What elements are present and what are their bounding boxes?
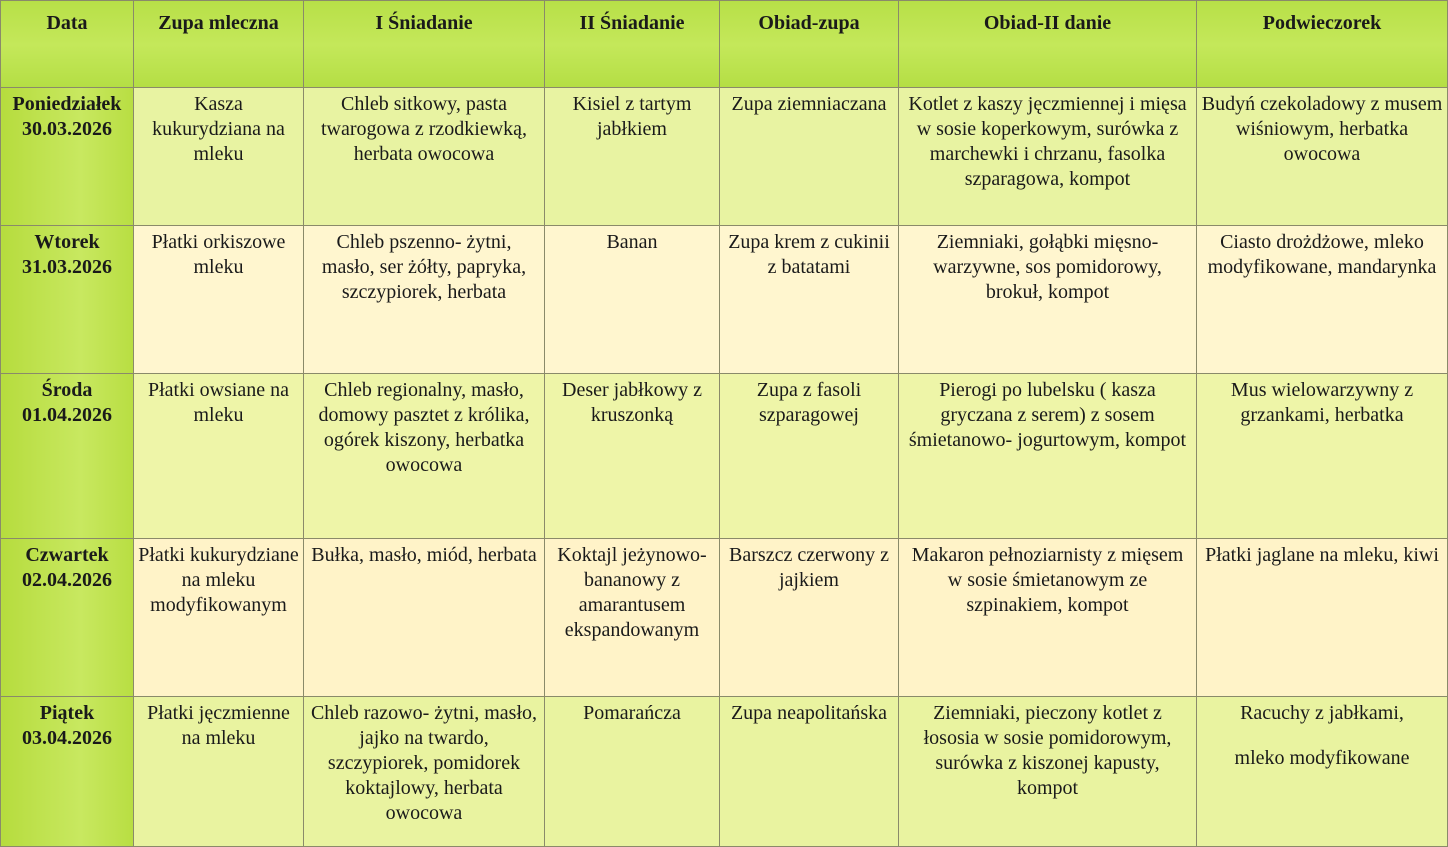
header-zupa-mleczna: Zupa mleczna: [134, 1, 304, 88]
cell-obiad-zupa: Zupa neapolitańska: [720, 697, 899, 847]
table-row-thursday: [1, 539, 1448, 697]
table-row-tuesday: [1, 226, 1448, 374]
header-ii-sniadanie: II Śniadanie: [545, 1, 720, 88]
day-date: 03.04.2026: [22, 727, 112, 749]
cell-ii-sniadanie: Pomarańcza: [545, 697, 720, 847]
day-cell: [1, 88, 134, 226]
cell-i-sniadanie: Chleb pszenno- żytni, masło, ser żółty, papryka, szczypiorek, herbata: [304, 226, 545, 374]
cell-obiad-ii-danie: Makaron pełnoziarnisty z mięsem w sosie śmietanowym ze szpinakiem, kompot: [899, 539, 1197, 697]
cell-obiad-zupa: Zupa krem z cukinii z batatami: [720, 226, 899, 374]
cell-obiad-ii-danie: Ziemniaki, pieczony kotlet z łososia w sosie pomidorowym, surówka z kiszonej kapusty, kompot: [899, 697, 1197, 847]
cell-podwieczorek: Ciasto drożdżowe, mleko modyfikowane, mandarynka: [1197, 226, 1448, 374]
cell-obiad-ii-danie: Ziemniaki, gołąbki mięsno-warzywne, sos pomidorowy, brokuł, kompot: [899, 226, 1197, 374]
cell-obiad-zupa: Zupa ziemniaczana: [720, 88, 899, 226]
cell-zupa-mleczna: Płatki owsiane na mleku: [134, 374, 304, 539]
header-obiad-ii-danie: Obiad-II danie: [899, 1, 1197, 88]
cell-podwieczorek: Mus wielowarzywny z grzankami, herbatka: [1197, 374, 1448, 539]
cell-zupa-mleczna: Płatki jęczmienne na mleku: [134, 697, 304, 847]
cell-ii-sniadanie: Banan: [545, 226, 720, 374]
cell-ii-sniadanie: Kisiel z tartym jabłkiem: [545, 88, 720, 226]
day-date: 02.04.2026: [22, 569, 112, 591]
cell-obiad-zupa: Zupa z fasoli szparagowej: [720, 374, 899, 539]
cell-obiad-zupa: Barszcz czerwony z jajkiem: [720, 539, 899, 697]
cell-obiad-ii-danie: Pierogi po lubelsku ( kasza gryczana z serem) z sosem śmietanowo- jogurtowym, kompot: [899, 374, 1197, 539]
cell-podwieczorek: Budyń czekoladowy z musem wiśniowym, herbatka owocowa: [1197, 88, 1448, 226]
day-name: Wtorek: [34, 231, 100, 253]
day-name: Piątek: [39, 702, 95, 724]
cell-ii-sniadanie: Koktajl jeżynowo-bananowy z amarantusem ekspandowanym: [545, 539, 720, 697]
day-cell: [1, 226, 134, 374]
podwieczorek-line-1: Racuchy z jabłkami,: [1240, 702, 1404, 724]
day-cell: [1, 697, 134, 847]
day-cell: [1, 539, 134, 697]
table-row-monday: [1, 88, 1448, 226]
cell-zupa-mleczna: Kasza kukurydziana na mleku: [134, 88, 304, 226]
day-date: 30.03.2026: [22, 118, 112, 140]
header-podwieczorek: Podwieczorek: [1197, 1, 1448, 88]
cell-i-sniadanie: Chleb regionalny, masło, domowy pasztet z królika, ogórek kiszony, herbatka owocowa: [304, 374, 545, 539]
cell-podwieczorek: [1197, 697, 1448, 847]
cell-i-sniadanie: Bułka, masło, miód, herbata: [304, 539, 545, 697]
day-name: Poniedziałek: [12, 93, 122, 115]
header-i-sniadanie: I Śniadanie: [304, 1, 545, 88]
day-cell: [1, 374, 134, 539]
header-obiad-zupa: Obiad-zupa: [720, 1, 899, 88]
cell-podwieczorek: Płatki jaglane na mleku, kiwi: [1197, 539, 1448, 697]
podwieczorek-line-2: mleko modyfikowane: [1234, 747, 1410, 769]
header-data: Data: [1, 1, 134, 88]
cell-zupa-mleczna: Płatki orkiszowe mleku: [134, 226, 304, 374]
table-row-friday: [1, 697, 1448, 847]
cell-i-sniadanie: Chleb sitkowy, pasta twarogowa z rzodkiewką, herbata owocowa: [304, 88, 545, 226]
cell-ii-sniadanie: Deser jabłkowy z kruszonką: [545, 374, 720, 539]
day-name: Środa: [41, 379, 93, 401]
day-name: Czwartek: [25, 544, 109, 566]
cell-obiad-ii-danie: Kotlet z kaszy jęczmiennej i mięsa w sosie koperkowym, surówka z marchewki i chrzanu, fasolka szparagowa, kompot: [899, 88, 1197, 226]
cell-zupa-mleczna: Płatki kukurydziane na mleku modyfikowanym: [134, 539, 304, 697]
cell-i-sniadanie: Chleb razowo- żytni, masło, jajko na twardo, szczypiorek, pomidorek koktajlowy, herbata owocowa: [304, 697, 545, 847]
day-date: 01.04.2026: [22, 404, 112, 426]
header-row: [1, 1, 1448, 88]
day-date: 31.03.2026: [22, 256, 112, 278]
table-row-wednesday: [1, 374, 1448, 539]
